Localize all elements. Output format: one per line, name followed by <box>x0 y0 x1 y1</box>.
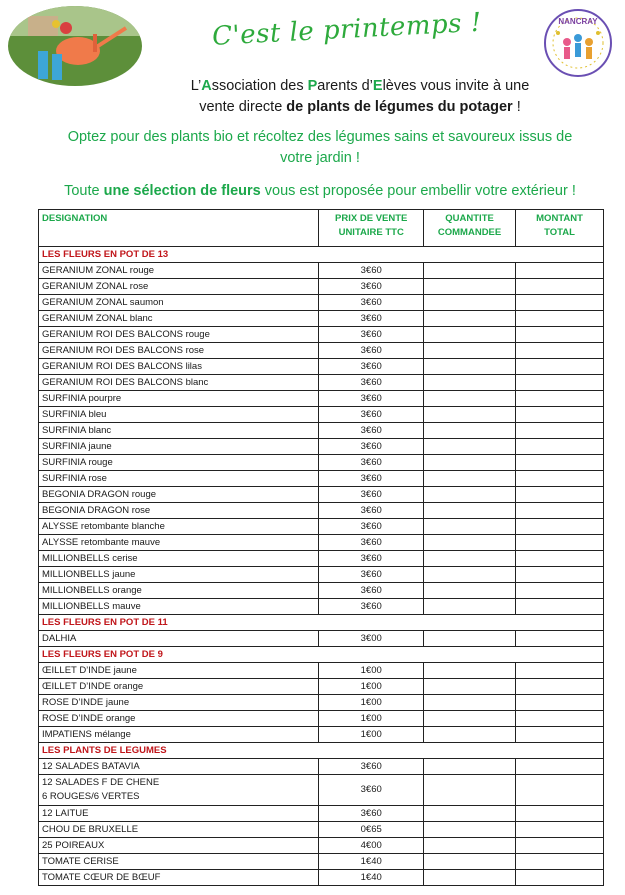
item-designation: TOMATE CERISE <box>39 854 319 870</box>
total-cell <box>516 631 604 647</box>
total-cell <box>516 679 604 695</box>
total-cell <box>516 535 604 551</box>
intro-line-1: L’Association des Parents d’Elèves vous invite à une <box>190 78 530 94</box>
table-row <box>39 455 604 471</box>
total-cell <box>516 263 604 279</box>
table-row <box>39 343 604 359</box>
item-price: 1€00 <box>319 711 424 727</box>
item-designation: ROSE D’INDE jaune <box>39 695 319 711</box>
item-designation: GERANIUM ZONAL rouge <box>39 263 319 279</box>
total-cell <box>516 663 604 679</box>
table-row <box>39 519 604 535</box>
total-cell <box>516 519 604 535</box>
quantity-cell[interactable] <box>424 567 516 583</box>
item-designation: GERANIUM ROI DES BALCONS blanc <box>39 375 319 391</box>
table-row <box>39 263 604 279</box>
item-price: 3€60 <box>319 311 424 327</box>
item-price: 3€60 <box>319 583 424 599</box>
item-price: 3€60 <box>319 806 424 822</box>
item-price: 0€65 <box>319 822 424 838</box>
item-designation: IMPATIENS mélange <box>39 727 319 743</box>
item-designation: ALYSSE retombante mauve <box>39 535 319 551</box>
item-designation: MILLIONBELLS mauve <box>39 599 319 615</box>
item-designation: CHOU DE BRUXELLE <box>39 822 319 838</box>
table-row <box>39 423 604 439</box>
total-cell <box>516 359 604 375</box>
item-price: 3€60 <box>319 359 424 375</box>
total-cell <box>516 711 604 727</box>
table-row <box>39 439 604 455</box>
table-row <box>39 711 604 727</box>
item-designation: DALHIA <box>39 631 319 647</box>
quantity-cell[interactable] <box>424 311 516 327</box>
total-cell <box>516 439 604 455</box>
item-designation: GERANIUM ZONAL saumon <box>39 295 319 311</box>
quantity-cell[interactable] <box>424 455 516 471</box>
total-cell <box>516 375 604 391</box>
quantity-cell[interactable] <box>424 407 516 423</box>
section-row <box>39 743 604 759</box>
quantity-cell[interactable] <box>424 583 516 599</box>
table-row <box>39 503 604 519</box>
table-row <box>39 806 604 822</box>
item-designation: MILLIONBELLS orange <box>39 583 319 599</box>
item-price: 3€60 <box>319 327 424 343</box>
section-label: LES FLEURS EN POT DE 13 <box>39 247 604 263</box>
item-price: 1€00 <box>319 727 424 743</box>
item-price: 3€60 <box>319 439 424 455</box>
item-price: 3€00 <box>319 631 424 647</box>
item-price: 3€60 <box>319 391 424 407</box>
total-cell <box>516 599 604 615</box>
total-cell <box>516 503 604 519</box>
total-cell <box>516 423 604 439</box>
item-designation: BEGONIA DRAGON rose <box>39 503 319 519</box>
quantity-cell[interactable] <box>424 359 516 375</box>
item-price: 3€60 <box>319 487 424 503</box>
quantity-cell[interactable] <box>424 375 516 391</box>
table-row <box>39 838 604 854</box>
item-designation: SURFINIA bleu <box>39 407 319 423</box>
table-row <box>39 870 604 886</box>
table-row <box>39 375 604 391</box>
section-row <box>39 615 604 631</box>
total-cell <box>516 471 604 487</box>
table-row <box>39 327 604 343</box>
item-designation: SURFINIA blanc <box>39 423 319 439</box>
item-price: 1€00 <box>319 695 424 711</box>
quantity-cell[interactable] <box>424 519 516 535</box>
quantity-cell[interactable] <box>424 439 516 455</box>
item-designation: SURFINIA pourpre <box>39 391 319 407</box>
item-price: 3€60 <box>319 551 424 567</box>
item-designation: SURFINIA jaune <box>39 439 319 455</box>
table-row <box>39 407 604 423</box>
quantity-cell[interactable] <box>424 535 516 551</box>
flowers-paragraph: Toute une sélection de fleurs vous est proposée pour embellir votre extérieur ! <box>64 183 576 199</box>
quantity-cell[interactable] <box>424 695 516 711</box>
table-row <box>39 391 604 407</box>
order-table <box>38 209 604 886</box>
item-designation: ŒILLET D’INDE orange <box>39 679 319 695</box>
intro-text <box>120 76 600 118</box>
item-price: 3€60 <box>319 343 424 359</box>
quantity-cell[interactable] <box>424 503 516 519</box>
total-cell <box>516 775 604 806</box>
table-row <box>39 311 604 327</box>
header-prix: PRIX DE VENTE UNITAIRE TTC <box>319 210 424 247</box>
section-label: LES FLEURS EN POT DE 11 <box>39 615 604 631</box>
item-price: 3€60 <box>319 567 424 583</box>
item-designation: ALYSSE retombante blanche <box>39 519 319 535</box>
table-row <box>39 295 604 311</box>
item-designation: ŒILLET D’INDE jaune <box>39 663 319 679</box>
total-cell <box>516 838 604 854</box>
item-designation: 12 SALADES BATAVIA <box>39 759 319 775</box>
item-price: 3€60 <box>319 471 424 487</box>
item-price: 3€60 <box>319 295 424 311</box>
header-quantite: QUANTITE COMMANDEE <box>424 210 516 247</box>
table-row <box>39 759 604 775</box>
logo-text: NANCRAY <box>558 17 598 26</box>
total-cell <box>516 551 604 567</box>
intro-line-2: vente directe de plants de légumes du potager ! <box>199 99 521 115</box>
item-designation: GERANIUM ZONAL rose <box>39 279 319 295</box>
item-price: 1€00 <box>319 679 424 695</box>
item-designation: ROSE D’INDE orange <box>39 711 319 727</box>
optez-paragraph: Optez pour des plants bio et récoltez des légumes sains et savoureux issus de votre jardin ! <box>67 129 573 166</box>
quantity-cell[interactable] <box>424 391 516 407</box>
total-cell <box>516 870 604 886</box>
quantity-cell[interactable] <box>424 822 516 838</box>
item-price: 3€60 <box>319 775 424 806</box>
item-price: 4€00 <box>319 838 424 854</box>
section-row <box>39 647 604 663</box>
table-row <box>39 583 604 599</box>
quantity-cell[interactable] <box>424 679 516 695</box>
total-cell <box>516 695 604 711</box>
item-designation: GERANIUM ZONAL blanc <box>39 311 319 327</box>
table-row <box>39 631 604 647</box>
item-designation: SURFINIA rose <box>39 471 319 487</box>
item-price: 3€60 <box>319 279 424 295</box>
table-row <box>39 535 604 551</box>
item-price: 3€60 <box>319 519 424 535</box>
table-row <box>39 359 604 375</box>
total-cell <box>516 854 604 870</box>
table-row <box>39 471 604 487</box>
item-price: 3€60 <box>319 263 424 279</box>
item-designation: GERANIUM ROI DES BALCONS rose <box>39 343 319 359</box>
quantity-cell[interactable] <box>424 263 516 279</box>
item-price: 3€60 <box>319 599 424 615</box>
item-price: 3€60 <box>319 407 424 423</box>
item-designation: SURFINIA rouge <box>39 455 319 471</box>
table-row <box>39 279 604 295</box>
item-price: 3€60 <box>319 423 424 439</box>
section-label: LES FLEURS EN POT DE 9 <box>39 647 604 663</box>
total-cell <box>516 583 604 599</box>
school-logo <box>543 8 613 78</box>
section-row <box>39 247 604 263</box>
item-price: 3€60 <box>319 503 424 519</box>
item-designation: GERANIUM ROI DES BALCONS rouge <box>39 327 319 343</box>
item-price: 1€40 <box>319 870 424 886</box>
quantity-cell[interactable] <box>424 471 516 487</box>
section-label: LES PLANTS DE LEGUMES <box>39 743 604 759</box>
total-cell <box>516 727 604 743</box>
garden-photo <box>8 6 142 86</box>
quantity-cell[interactable] <box>424 631 516 647</box>
item-designation: 25 POIREAUX <box>39 838 319 854</box>
total-cell <box>516 567 604 583</box>
quantity-cell[interactable] <box>424 727 516 743</box>
quantity-cell[interactable] <box>424 838 516 854</box>
quantity-cell[interactable] <box>424 487 516 503</box>
item-price: 3€60 <box>319 375 424 391</box>
quantity-cell[interactable] <box>424 663 516 679</box>
total-cell <box>516 327 604 343</box>
item-price: 3€60 <box>319 759 424 775</box>
total-cell <box>516 279 604 295</box>
table-row <box>39 567 604 583</box>
quantity-cell[interactable] <box>424 327 516 343</box>
table-row <box>39 487 604 503</box>
table-row <box>39 727 604 743</box>
table-row <box>39 679 604 695</box>
page-title: C'est le printemps ! <box>211 7 483 52</box>
item-designation: MILLIONBELLS jaune <box>39 567 319 583</box>
quantity-cell[interactable] <box>424 343 516 359</box>
item-designation: GERANIUM ROI DES BALCONS lilas <box>39 359 319 375</box>
table-header-row <box>39 210 604 247</box>
item-designation: TOMATE CŒUR DE BŒUF <box>39 870 319 886</box>
quantity-cell[interactable] <box>424 279 516 295</box>
item-price: 3€60 <box>319 535 424 551</box>
header-montant: MONTANT TOTAL <box>516 210 604 247</box>
quantity-cell[interactable] <box>424 806 516 822</box>
total-cell <box>516 295 604 311</box>
item-designation: 12 LAITUE <box>39 806 319 822</box>
total-cell <box>516 343 604 359</box>
table-row <box>39 822 604 838</box>
table-row <box>39 854 604 870</box>
quantity-cell[interactable] <box>424 711 516 727</box>
total-cell <box>516 407 604 423</box>
quantity-cell[interactable] <box>424 854 516 870</box>
item-designation: 12 SALADES F DE CHENE 6 ROUGES/6 VERTES <box>39 775 319 806</box>
table-row <box>39 599 604 615</box>
total-cell <box>516 759 604 775</box>
total-cell <box>516 806 604 822</box>
item-price: 3€60 <box>319 455 424 471</box>
table-row <box>39 551 604 567</box>
quantity-cell[interactable] <box>424 551 516 567</box>
total-cell <box>516 311 604 327</box>
quantity-cell[interactable] <box>424 759 516 775</box>
item-designation: BEGONIA DRAGON rouge <box>39 487 319 503</box>
item-designation: MILLIONBELLS cerise <box>39 551 319 567</box>
quantity-cell[interactable] <box>424 870 516 886</box>
quantity-cell[interactable] <box>424 599 516 615</box>
item-price: 1€00 <box>319 663 424 679</box>
total-cell <box>516 487 604 503</box>
table-row <box>39 695 604 711</box>
total-cell <box>516 822 604 838</box>
total-cell <box>516 455 604 471</box>
quantity-cell[interactable] <box>424 295 516 311</box>
total-cell <box>516 391 604 407</box>
table-row <box>39 775 604 806</box>
quantity-cell[interactable] <box>424 423 516 439</box>
header-designation: DESIGNATION <box>39 210 319 247</box>
item-price: 1€40 <box>319 854 424 870</box>
table-row <box>39 663 604 679</box>
quantity-cell[interactable] <box>424 775 516 806</box>
